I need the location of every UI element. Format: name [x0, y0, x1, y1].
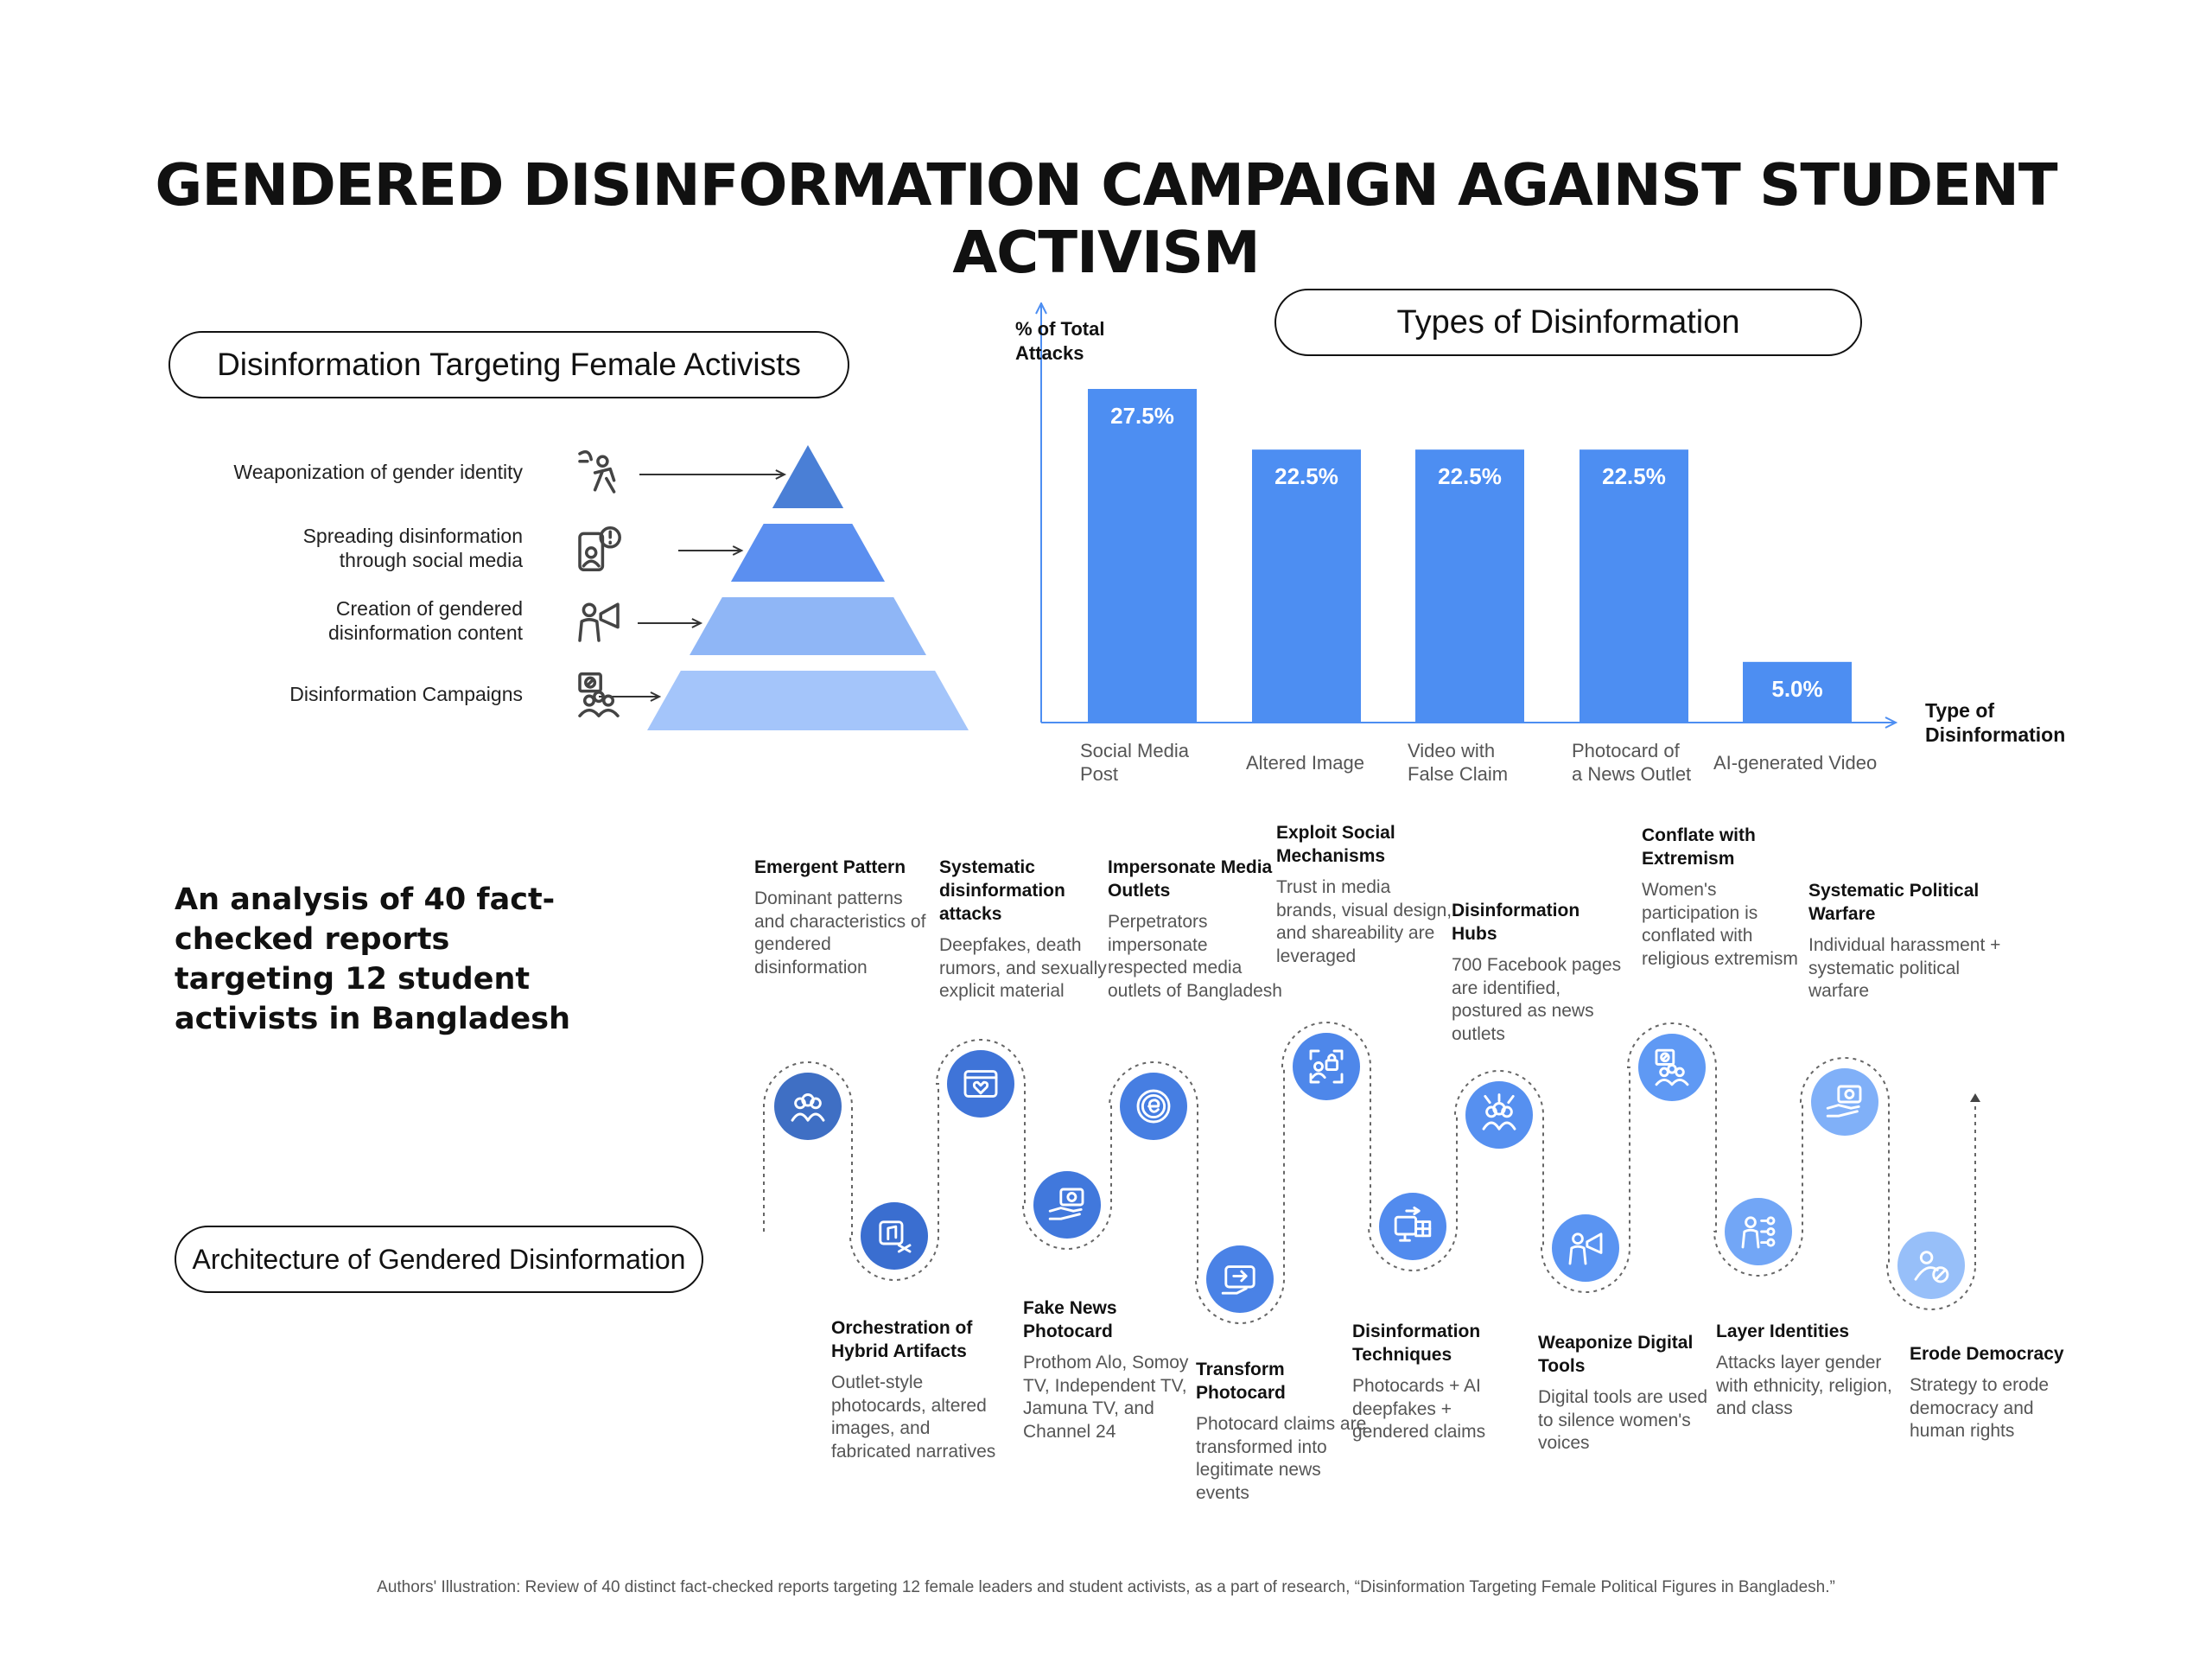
- x-tick-label: Video with: [1408, 740, 1496, 761]
- step-description: Attacks layer gender with ethnicity, religion, and class: [1716, 1353, 1892, 1418]
- step-title: Exploit Social Mechanisms: [1276, 823, 1395, 866]
- flow-node-14: [1897, 1232, 1965, 1299]
- x-tick-label: Post: [1080, 763, 1119, 785]
- step-description: Dominant patterns and characteristics of gendered disinformation: [754, 889, 926, 978]
- process-step: [1196, 1358, 1373, 1505]
- process-step: [1808, 879, 2020, 1003]
- bar-value-label: 27.5%: [1110, 403, 1174, 429]
- step-description: Strategy to erode democracy and human rights: [1910, 1375, 2050, 1441]
- step-description: Trust in media brands, visual design, and shareability are leveraged: [1276, 877, 1452, 966]
- flow-node-10: [1552, 1214, 1619, 1282]
- x-tick-label: Photocard of: [1572, 740, 1680, 761]
- process-step: [1023, 1296, 1200, 1443]
- analysis-summary: An analysis of 40 fact-checked reports targeting 12 student activists in Bangladesh: [175, 882, 571, 1036]
- step-title: Disinformation Hubs: [1452, 901, 1580, 944]
- step-description: Individual harassment + systematic political warfare: [1808, 935, 2001, 1001]
- step-title: Transform Photocard: [1196, 1360, 1286, 1403]
- step-description: Women's participation is conflated with religious extremism: [1642, 880, 1798, 969]
- step-description: Photocards + AI deepfakes + gendered claims: [1352, 1376, 1486, 1442]
- step-title: Fake News Photocard: [1023, 1298, 1117, 1341]
- step-description: Photocard claims are transformed into legitimate news events: [1196, 1414, 1367, 1503]
- pyramid-label-line: Disinformation Campaigns: [289, 683, 523, 705]
- process-step: [939, 856, 1116, 1003]
- x-axis-label: Disinformation: [1925, 723, 2066, 746]
- step-title: Systematic Political Warfare: [1808, 881, 1980, 924]
- pyramid-label-line: through social media: [339, 549, 523, 571]
- bar-value-label: 22.5%: [1274, 463, 1338, 490]
- step-title: Erode Democracy: [1910, 1344, 2064, 1364]
- flow-node-12: [1725, 1198, 1792, 1265]
- flow-node-11: [1638, 1034, 1706, 1101]
- flow-node-6: [1206, 1245, 1274, 1313]
- circle-e-icon: [1138, 1091, 1169, 1122]
- step-description: 700 Facebook pages are identified, postured as news outlets: [1452, 955, 1622, 1044]
- step-title: Impersonate Media Outlets: [1108, 857, 1273, 901]
- step-title: Weaponize Digital Tools: [1538, 1333, 1694, 1376]
- step-description: Prothom Alo, Somoy TV, Independent TV, Jamuna TV, and Channel 24: [1023, 1353, 1189, 1442]
- bar-value-label: 22.5%: [1602, 463, 1666, 490]
- step-description: Deepfakes, death rumors, and sexually explicit material: [939, 935, 1107, 1001]
- architecture-heading-text: Architecture of Gendered Disinformation: [192, 1243, 686, 1275]
- process-step: [1642, 824, 1819, 971]
- process-step: [1276, 821, 1453, 968]
- step-title: Layer Identities: [1716, 1322, 1850, 1341]
- bar-value-label: 5.0%: [1771, 675, 1823, 702]
- process-step: [1910, 1342, 2087, 1443]
- process-step: [1108, 856, 1285, 1003]
- x-tick-label: a News Outlet: [1572, 763, 1692, 785]
- process-step: [1452, 899, 1629, 1046]
- process-step: [754, 856, 931, 979]
- footnote: Authors' Illustration: Review of 40 distinct fact-checked reports targeting 12 female leaders and student activists, as a part of research, “Disinformation Targeting Female Political Figures in Bangladesh.”: [377, 1578, 1835, 1596]
- step-title: Emergent Pattern: [754, 857, 906, 877]
- y-axis-label: Attacks: [1015, 342, 1084, 364]
- flow-end-arrow-icon: [1970, 1093, 1980, 1102]
- process-step: [831, 1316, 1008, 1463]
- y-axis-label: % of Total: [1015, 318, 1105, 340]
- flow-dashed-path: [764, 1022, 1975, 1323]
- pyramid-label-line: disinformation content: [327, 621, 523, 644]
- flow-node-2: [861, 1202, 928, 1270]
- chart-heading-text: Types of Disinformation: [1396, 303, 1740, 341]
- x-tick-label: False Claim: [1408, 763, 1509, 785]
- pyramid-label-line: Creation of gendered: [335, 597, 523, 620]
- pyramid-heading-text: Disinformation Targeting Female Activists: [217, 347, 801, 382]
- step-title: Conflate with Extremism: [1642, 825, 1756, 869]
- x-tick-label: Altered Image: [1246, 752, 1364, 774]
- step-title: Disinformation Techniques: [1352, 1322, 1481, 1365]
- x-tick-label: Social Media: [1080, 740, 1189, 761]
- step-description: Digital tools are used to silence women's voices: [1538, 1387, 1708, 1453]
- x-axis-label: Type of: [1925, 699, 1995, 722]
- page-title: GENDERED DISINFORMATION CAMPAIGN AGAINST STUDENT ACTIVISM: [155, 151, 2057, 286]
- process-step: [1352, 1320, 1529, 1444]
- process-step: [1716, 1320, 1893, 1421]
- step-title: Orchestration of Hybrid Artifacts: [831, 1318, 973, 1361]
- step-title: Systematic disinformation attacks: [939, 857, 1065, 924]
- x-tick-label: AI-generated Video: [1713, 752, 1878, 774]
- flow-node-8: [1379, 1193, 1446, 1260]
- process-step: [1538, 1331, 1715, 1455]
- pyramid-label-line: Weaponization of gender identity: [233, 461, 523, 483]
- step-description: Perpetrators impersonate respected media outlets of Bangladesh: [1108, 912, 1282, 1001]
- step-description: Outlet-style photocards, altered images, and fabricated narratives: [831, 1373, 996, 1462]
- pyramid-label-line: Spreading disinformation: [302, 525, 523, 547]
- bar-value-label: 22.5%: [1438, 463, 1502, 490]
